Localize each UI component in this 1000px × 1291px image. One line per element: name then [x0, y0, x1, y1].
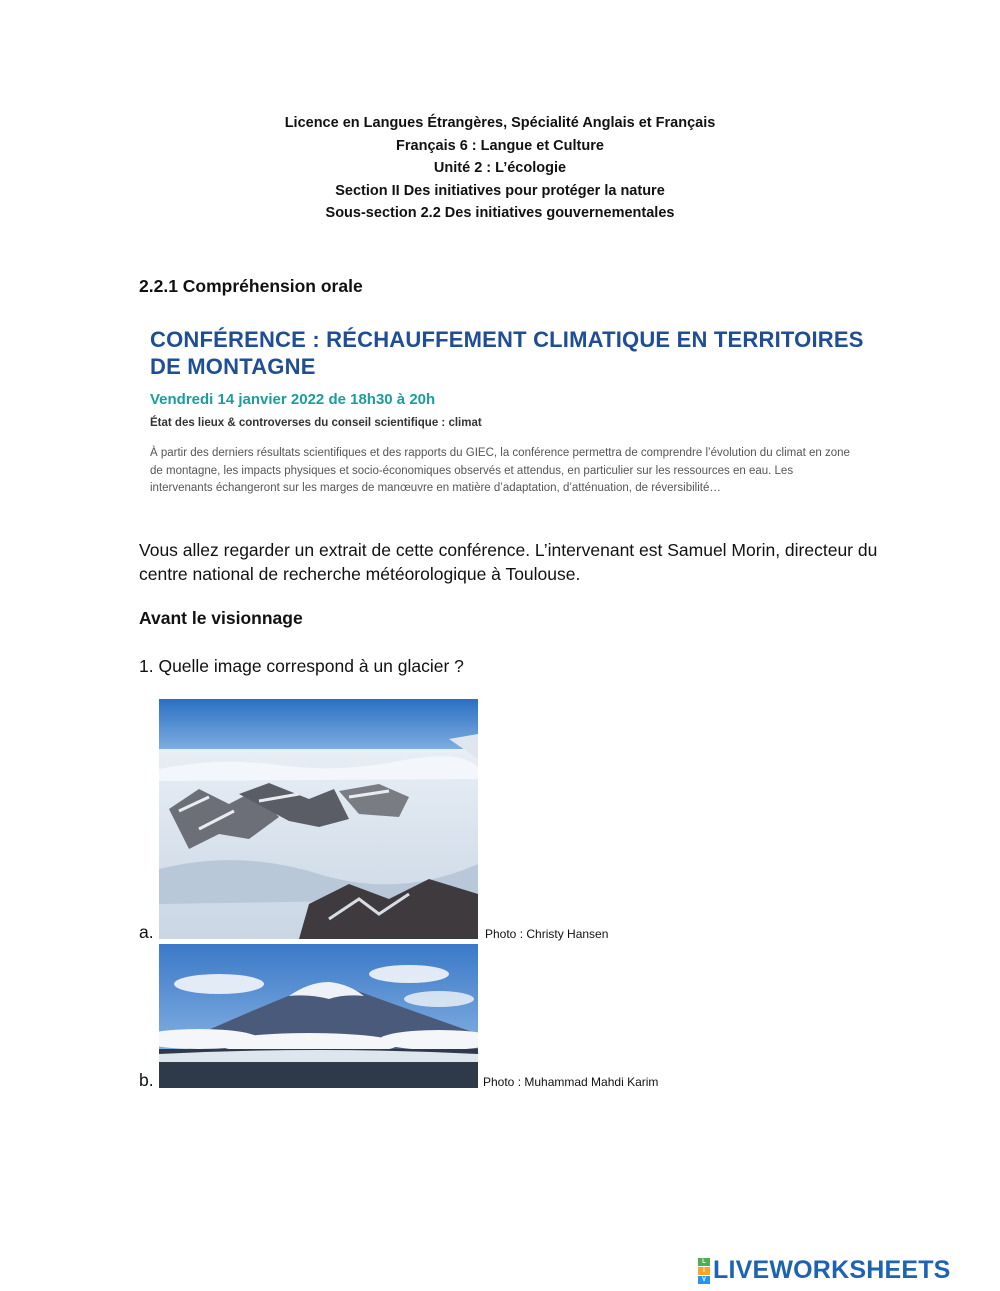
conference-announcement: [150, 326, 870, 498]
conference-title: CONFÉRENCE : RÉCHAUFFEMENT CLIMATIQUE EN TERRITOIRES DE MONTAGNE: [150, 327, 864, 379]
logo-blocks-icon: [698, 1258, 710, 1284]
header-program: Licence en Langues Étrangères, Spécialité Anglais et Français: [284, 115, 716, 131]
logo-block-l: L: [698, 1258, 710, 1266]
liveworksheets-logo: [698, 1256, 951, 1285]
conference-subtitle: État des lieux & controverses du conseil scientifique : climat: [150, 417, 482, 429]
option-a-letter: a.: [139, 922, 154, 942]
option-b-letter: b.: [139, 1070, 154, 1090]
header-course: Français 6 : Langue et Culture: [396, 137, 604, 154]
option-a-credit: Photo : Christy Hansen: [485, 927, 609, 941]
header-section: Section II Des initiatives pour protéger la nature: [335, 182, 665, 199]
glacier-photo[interactable]: [159, 699, 478, 939]
section-heading: 2.2.1 Compréhension orale: [139, 276, 363, 296]
question-1: 1. Quelle image correspond à un glacier ?: [139, 656, 464, 676]
mountain-photo[interactable]: [159, 944, 478, 1088]
conference-description: À partir des derniers résultats scientifiques et des rapports du GIEC, la conférence permettra de comprendre l’évolution du climat en zone de montagne, les impacts physiques et socio-économiques observés et attendus, en particulier sur les ressources en eau. Les intervenants échangeront sur les marges de manœuvre en matière d’adaptation, d’atténuation, de réversibilité…: [150, 447, 850, 494]
option-b-credit: Photo : Muhammad Mahdi Karim: [483, 1075, 659, 1089]
logo-block-i: I: [698, 1267, 710, 1275]
header-subsection: Sous-section 2.2 Des initiatives gouvernementales: [325, 205, 675, 221]
subheading-before-viewing: Avant le visionnage: [139, 608, 303, 628]
intro-paragraph: Vous allez regarder un extrait de cette conférence. L’intervenant est Samuel Morin, directeur du centre national de recherche météorologique à Toulouse.: [139, 540, 878, 584]
header-unit: Unité 2 : L’écologie: [433, 160, 567, 176]
conference-date: Vendredi 14 janvier 2022 de 18h30 à 20h: [150, 391, 436, 408]
logo-text: LIVEWORKSHEETS: [713, 1256, 951, 1284]
document-header: [0, 112, 1000, 225]
logo-block-v: V: [698, 1276, 710, 1284]
